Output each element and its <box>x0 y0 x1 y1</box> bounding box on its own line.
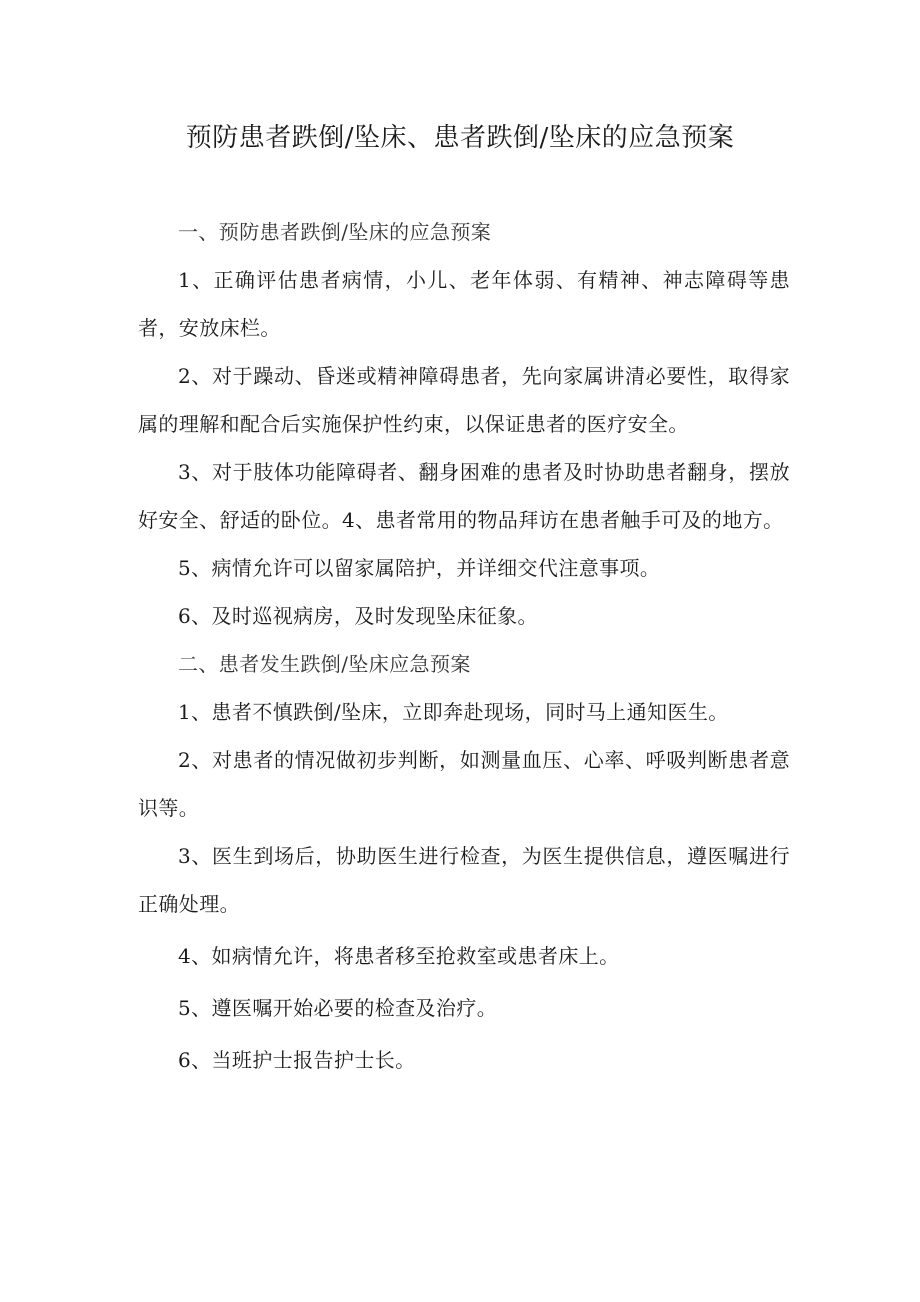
section-2-item-6: 6、当班护士报告护士长。 <box>178 1048 416 1072</box>
section-2-item-2: 2、对患者的情况做初步判断，如测量血压、心率、呼吸判断患者意识等。 <box>138 748 790 820</box>
document-title: 预防患者跌倒/坠床、患者跌倒/坠床的应急预案 <box>185 123 735 153</box>
section-2-item-4: 4、如病情允许，将患者移至抢救室或患者床上。 <box>178 944 620 968</box>
section-1-item-5: 5、病情允许可以留家属陪护，并详细交代注意事项。 <box>178 556 661 580</box>
section-1-item-3: 3、对于肢体功能障碍者、翻身困难的患者及时协助患者翻身，摆放好安全、舒适的卧位。4、患者常用的物品拜访在患者触手可及的地方。 <box>138 460 790 532</box>
section-1-item-1: 1、正确评估患者病情，小儿、老年体弱、有精神、神志障碍等患者，安放床栏。 <box>138 268 790 340</box>
section-1-item-6: 6、及时巡视病房，及时发现坠床征象。 <box>178 604 538 628</box>
section-2-heading: 二、患者发生跌倒/坠床应急预案 <box>178 652 471 676</box>
section-1-heading: 一、预防患者跌倒/坠床的应急预案 <box>178 220 492 244</box>
section-2-item-3: 3、医生到场后，协助医生进行检查，为医生提供信息，遵医嘱进行正确处理。 <box>138 844 790 916</box>
document-body <box>138 208 790 1084</box>
section-2-item-1: 1、患者不慎跌倒/坠床，立即奔赴现场，同时马上通知医生。 <box>178 700 729 724</box>
section-1-item-2: 2、对于躁动、昏迷或精神障碍患者，先向家属讲清必要性，取得家属的理解和配合后实施保护性约束，以保证患者的医疗安全。 <box>138 364 790 436</box>
section-2-item-5: 5、遵医嘱开始必要的检查及治疗。 <box>178 996 498 1020</box>
